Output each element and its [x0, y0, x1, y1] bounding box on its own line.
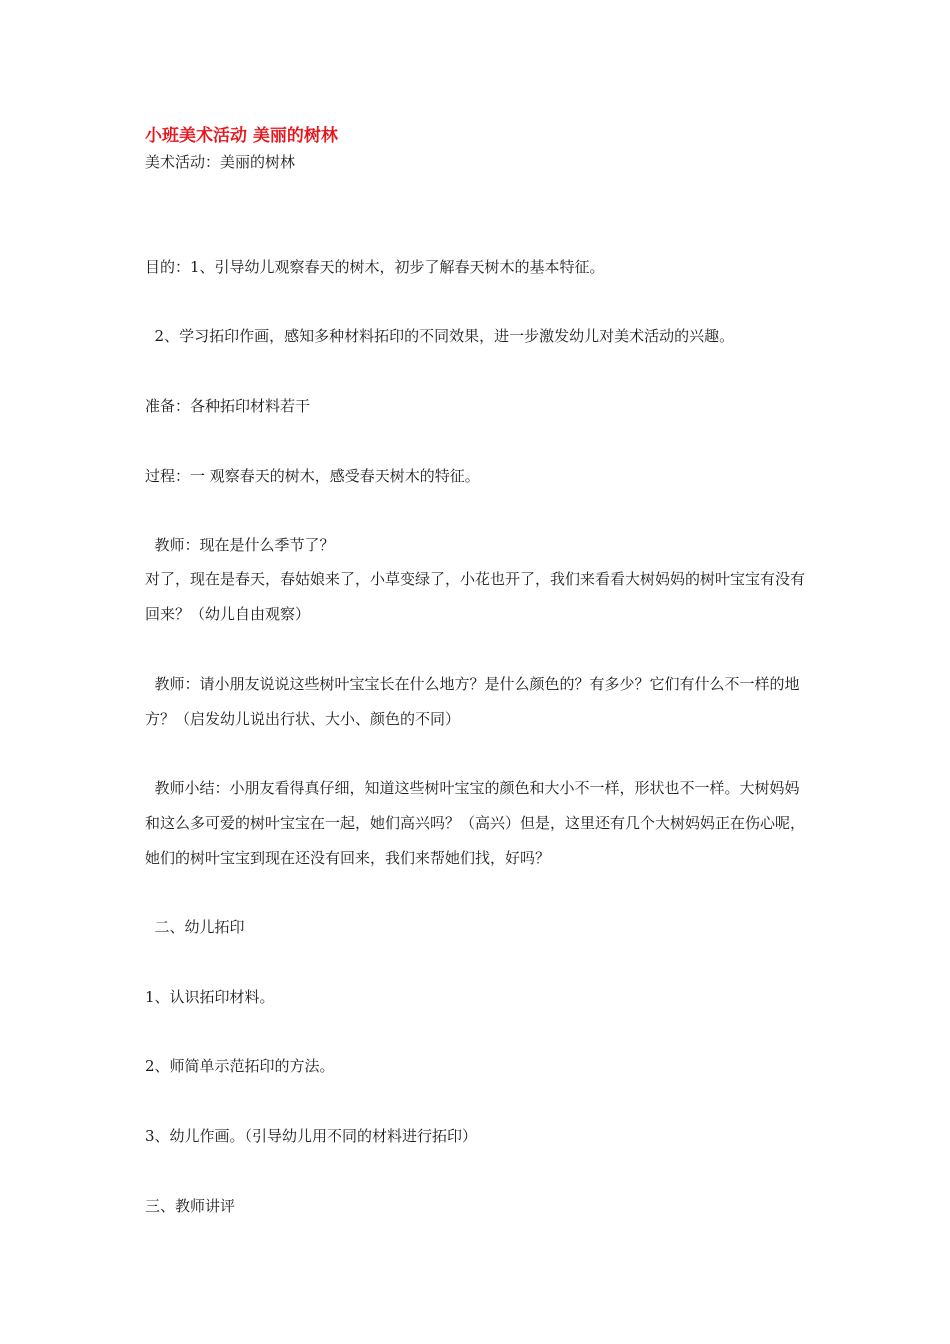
document-title: 小班美术活动 美丽的树林 [145, 126, 338, 146]
section-heading-3: 三、教师讲评 [145, 1197, 236, 1215]
paragraph-preparation: 准备：各种拓印材料若干 [145, 397, 311, 415]
list-item-step-3: 3、幼儿作画。（引导幼儿用不同的材料进行拓印） [145, 1127, 478, 1145]
list-item-step-2: 2、师简单示范拓印的方法。 [145, 1057, 335, 1075]
paragraph-process: 过程：一 观察春天的树木，感受春天树木的特征。 [145, 467, 480, 485]
list-item-step-1: 1、认识拓印材料。 [145, 988, 275, 1006]
paragraph-teacher-question-1: 教师：现在是什么季节了？ [145, 536, 335, 554]
section-heading-2: 二、幼儿拓印 [145, 918, 245, 936]
paragraph-teacher-question-2: 教师：请小朋友说说这些树叶宝宝长在什么地方？是什么颜色的？有多少？它们有什么不一样的地方？（启发幼儿说出行状、大小、颜色的不同） [145, 675, 800, 728]
paragraph-goal-2: 2、学习拓印作画，感知多种材料拓印的不同效果，进一步激发幼儿对美术活动的兴趣。 [145, 327, 735, 345]
paragraph-goal-1: 目的：1、引导幼儿观察春天的树木，初步了解春天树木的基本特征。 [145, 258, 605, 276]
paragraph-answer-1: 对了，现在是春天，春姑娘来了，小草变绿了，小花也开了，我们来看看大树妈妈的树叶宝宝有没有回来？（幼儿自由观察） [145, 570, 806, 623]
paragraph-teacher-summary: 教师小结：小朋友看得真仔细，知道这些树叶宝宝的颜色和大小不一样，形状也不一样。大树妈妈和这么多可爱的树叶宝宝在一起，她们高兴吗？（高兴）但是，这里还有几个大树妈妈正在伤心呢，她们的树叶宝宝到现在还没有回来，我们来帮她们找，好吗？ [145, 779, 806, 867]
document-subtitle: 美术活动：美丽的树林 [145, 153, 296, 171]
